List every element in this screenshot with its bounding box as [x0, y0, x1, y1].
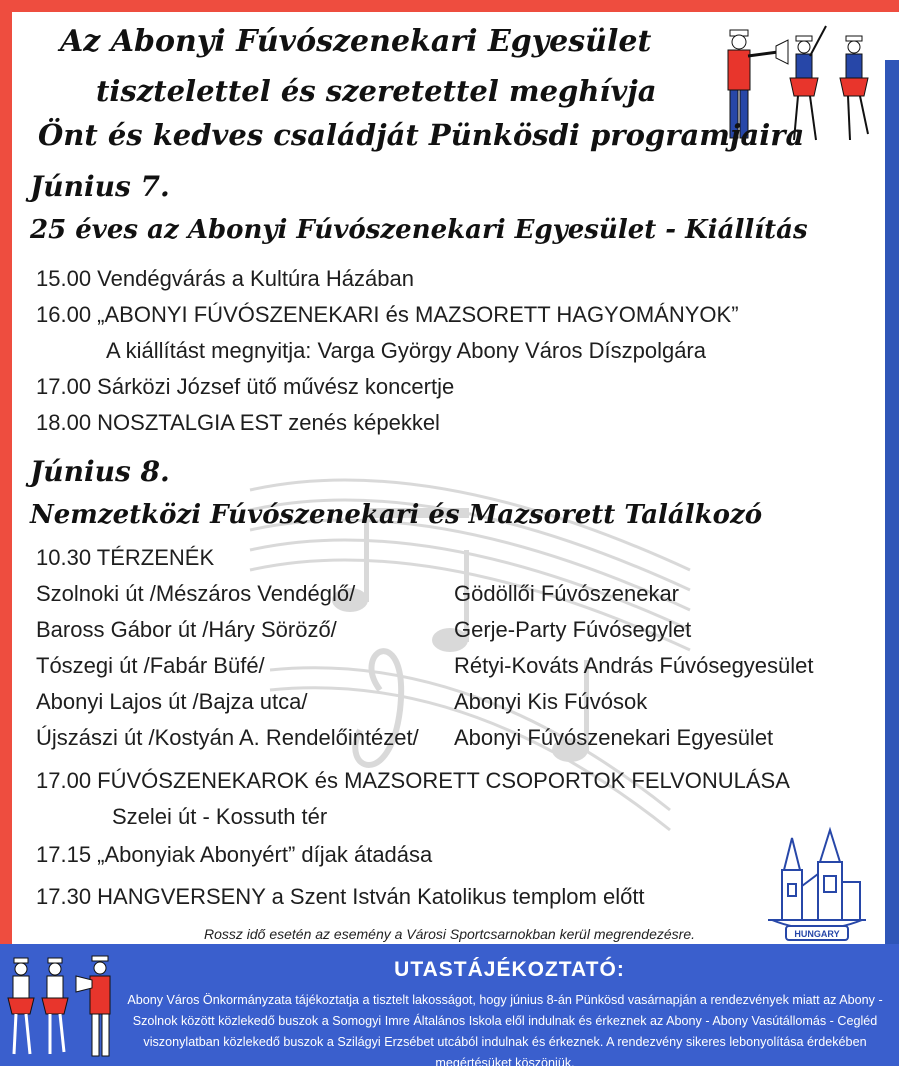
day1-item: 15.00 Vendégvárás a Kultúra Házában [36, 266, 414, 291]
location-band: Gerje-Party Fúvósegylet [454, 617, 692, 642]
location-band: Rétyi-Kováts András Fúvósegyesület [454, 653, 814, 678]
day1-subtitle: 25 éves az Abonyi Fúvószenekari Egyesület - Kiállítás [30, 215, 808, 245]
day1-item: A kiállítást megnyitja: Varga György Abony Város Díszpolgára [106, 338, 706, 363]
day2-parade-route: Szelei út - Kossuth tér [112, 804, 328, 829]
day1-item: 18.00 NOSZTALGIA EST zenés képekkel [36, 410, 440, 435]
brass-band-figures-icon [6, 952, 124, 1062]
left-border [0, 0, 12, 944]
header-line-3: Önt és kedves családját Pünkösdi programjaira [38, 118, 805, 152]
right-border [885, 60, 899, 944]
day2-subtitle: Nemzetközi Fúvószenekari és Mazsorett Találkozó [30, 500, 763, 530]
day1-item: 16.00 „ABONYI FÚVÓSZENEKARI és MAZSORETT HAGYOMÁNYOK” [36, 302, 739, 327]
weather-note: Rossz idő esetén az esemény a Városi Sportcsarnokban kerül megrendezésre. [203, 926, 696, 942]
location-place: Szolnoki út /Mészáros Vendéglő/ [36, 581, 356, 606]
location-band: Abonyi Kis Fúvósok [454, 689, 648, 714]
header-line-1: Az Abonyi Fúvószenekari Egyesület [60, 24, 652, 59]
info-title: UTASTÁJÉKOZTATÓ: [394, 958, 625, 981]
logo-badge: HUNGARY [794, 929, 840, 939]
location-band: Abonyi Fúvószenekari Egyesület [454, 725, 774, 750]
header-line-2: tisztelettel és szeretettel meghívja [96, 74, 657, 108]
church-icon [762, 826, 872, 944]
location-place: Abonyi Lajos út /Bajza utca/ [36, 689, 308, 714]
location-band: Gödöllői Fúvószenekar [454, 581, 680, 606]
location-place: Újszászi út /Kostyán A. Rendelőintézet/ [36, 725, 419, 750]
location-place: Tószegi út /Fabár Büfé/ [36, 653, 265, 678]
day1-date: Június 7. [30, 170, 170, 203]
day2-terzenek: 10.30 TÉRZENÉK [36, 545, 215, 570]
location-place: Baross Gábor út /Háry Söröző/ [36, 617, 337, 642]
day2-date: Június 8. [30, 455, 170, 488]
info-text: Abony Város Önkormányzata tájékoztatja a tisztelt lakosságot, hogy június 8-án Pünkösd vasárnapján a rendezvények miatt az Abony - Szolnok között közlekedő buszok a Somogyi Imre Általános Iskola elől indulnak és érkeznek az Abony - Abony Vasútállomás - Cegléd viszonylatban közlekedő buszok a Szilágyi Erzsébet utcából indulnak és érkeznek. A rendezvény sikeres lebonyolítása érdekében megértésüket köszönjük. [127, 993, 883, 1070]
top-border [0, 0, 899, 12]
day2-awards: 17.15 „Abonyiak Abonyért” díjak átadása [36, 842, 433, 867]
day2-concert: 17.30 HANGVERSENY a Szent István Katolikus templom előtt [36, 884, 645, 909]
day2-parade: 17.00 FÚVÓSZENEKAROK és MAZSORETT CSOPORTOK FELVONULÁSA [36, 768, 790, 793]
day1-item: 17.00 Sárközi József ütő művész koncertje [36, 374, 455, 399]
